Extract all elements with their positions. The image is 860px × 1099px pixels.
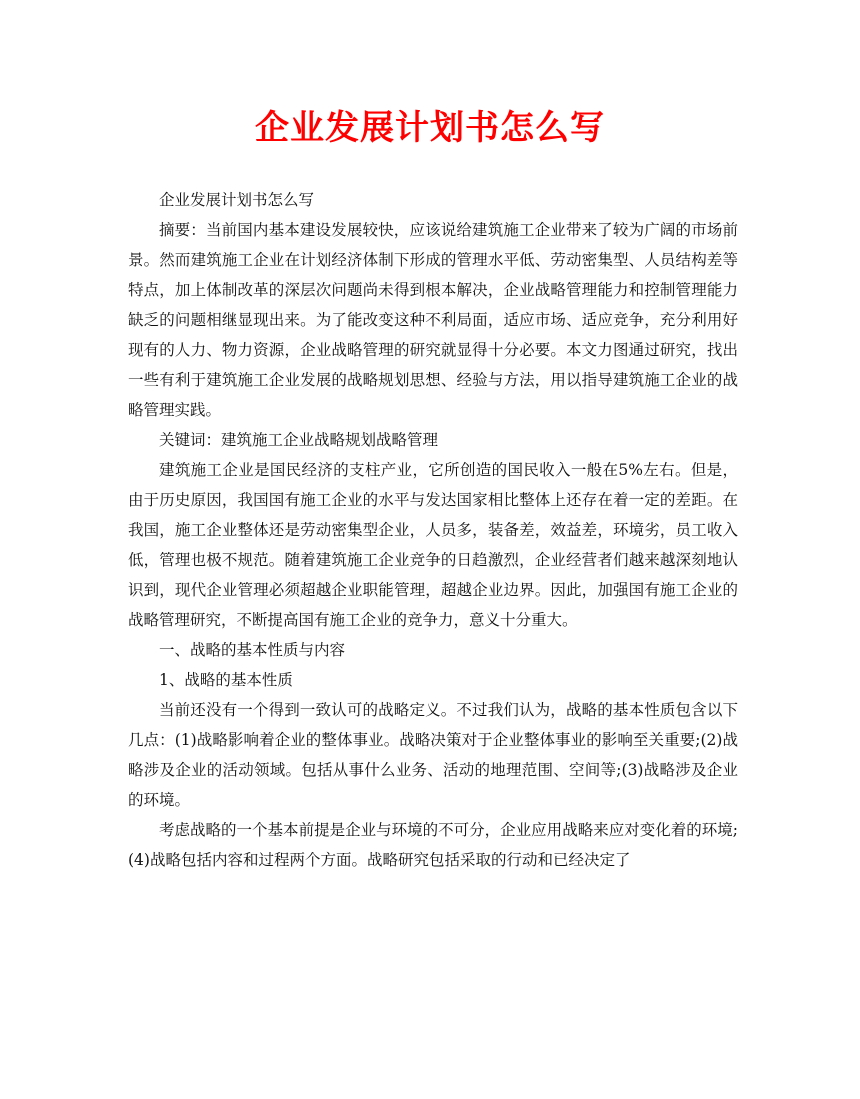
paragraph-keywords: 关键词：建筑施工企业战略规划战略管理 xyxy=(159,431,439,449)
subsection-heading-1-1: 1、战略的基本性质 xyxy=(159,671,293,689)
paragraph-introduction: 建筑施工企业是国民经济的支柱产业，它所创造的国民收入一般在5%左右。但是，由于历史原因，我国国有施工企业的水平与发达国家相比整体上还存在着一定的差距。在我国，施工企业整体还是劳动密集型企业，人员多，装备差，效益差，环境劣，员工收入低，管理也极不规范。随着建筑施工企业竞争的日趋激烈，企业经营者们越来越深刻地认识到，现代企业管理必须超越企业职能管理，超越企业边界。因此，加强国有施工企业的战略管理研究，不断提高国有施工企业的竞争力，意义十分重大。 xyxy=(128,461,738,629)
document-body xyxy=(128,185,738,875)
paragraph-abstract: 摘要：当前国内基本建设发展较快，应该说给建筑施工企业带来了较为广阔的市场前景。然而建筑施工企业在计划经济体制下形成的管理水平低、劳动密集型、人员结构差等特点，加上体制改革的深层次问题尚未得到根本解决，企业战略管理能力和控制管理能力缺乏的问题相继显现出来。为了能改变这种不利局面，适应市场、适应竞争，充分利用好现有的人力、物力资源，企业战略管理的研究就显得十分必要。本文力图通过研究，找出一些有利于建筑施工企业发展的战略规划思想、经验与方法，用以指导建筑施工企业的战略管理实践。 xyxy=(128,221,738,419)
paragraph-strategy-environment: 考虑战略的一个基本前提是企业与环境的不可分，企业应用战略来应对变化着的环境;(4)战略包括内容和过程两个方面。战略研究包括采取的行动和已经决定了 xyxy=(128,821,738,869)
paragraph-subtitle: 企业发展计划书怎么写 xyxy=(159,191,315,209)
section-heading-1: 一、战略的基本性质与内容 xyxy=(159,641,346,659)
paragraph-strategy-nature: 当前还没有一个得到一致认可的战略定义。不过我们认为，战略的基本性质包含以下几点：(1)战略影响着企业的整体事业。战略决策对于企业整体事业的影响至关重要;(2)战略涉及企业的活动领域。包括从事什么业务、活动的地理范围、空间等;(3)战略涉及企业的环境。 xyxy=(128,701,738,809)
document-title: 企业发展计划书怎么写 xyxy=(255,108,605,148)
